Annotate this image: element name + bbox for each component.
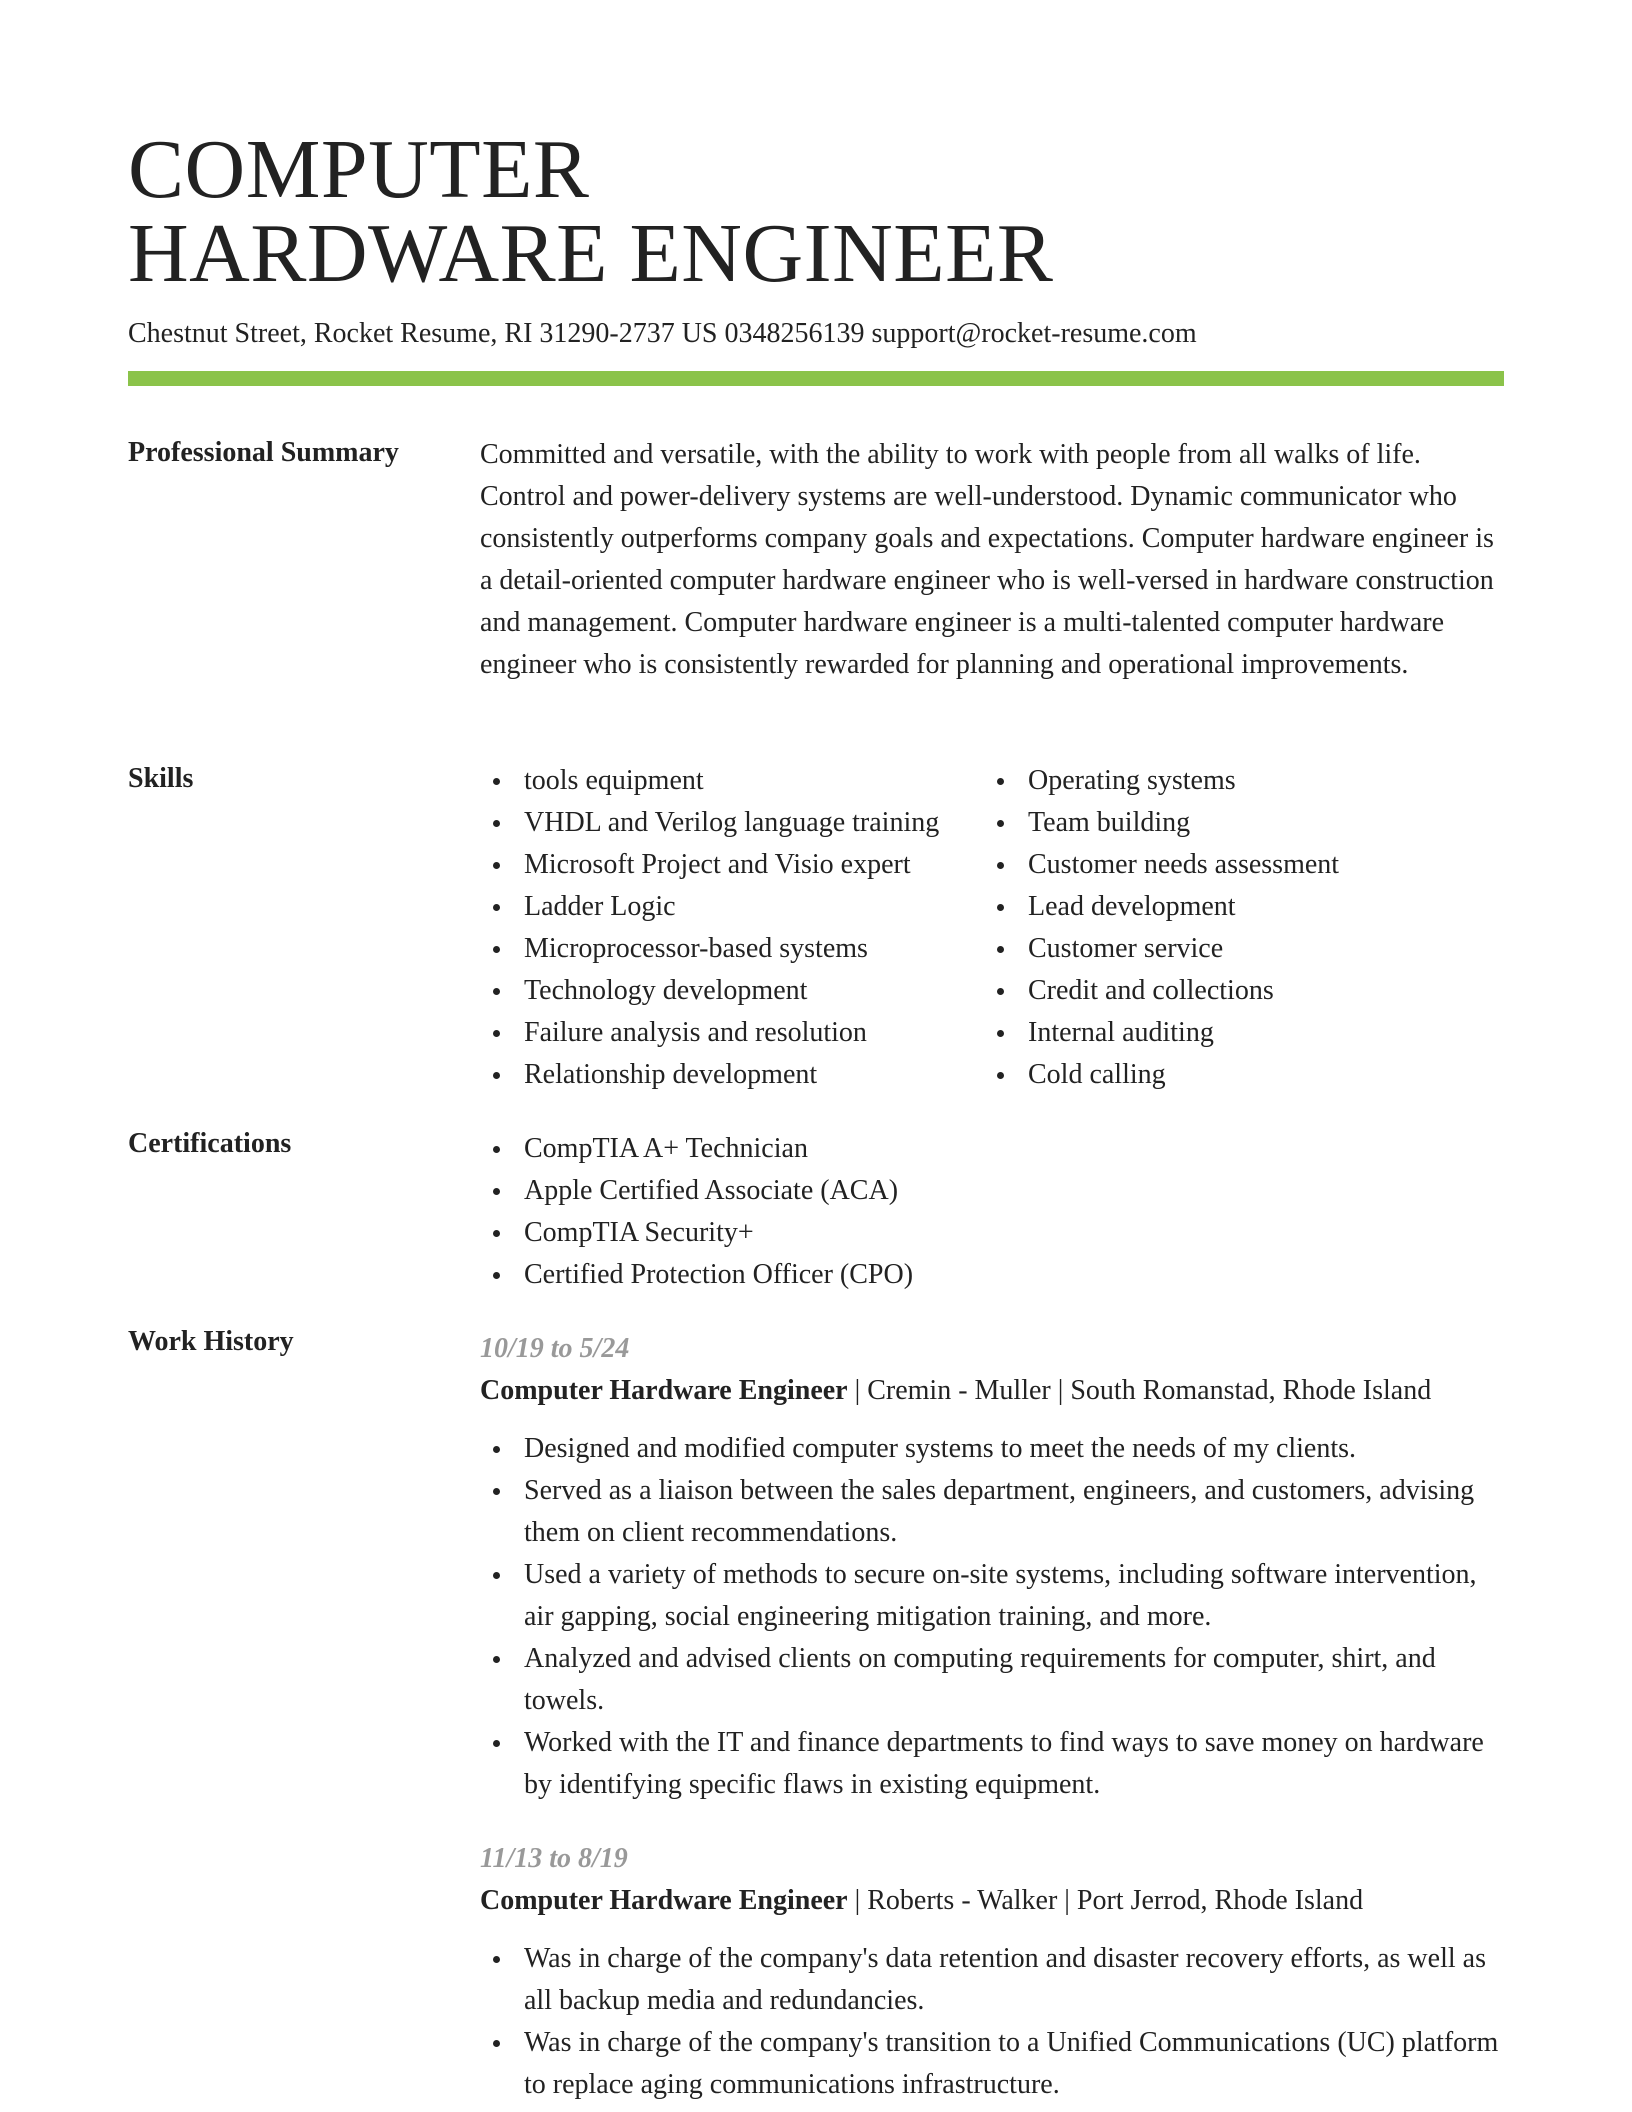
job-employer-location: | Roberts - Walker | Port Jerrod, Rhode Island bbox=[847, 1885, 1364, 1916]
skill-item: Lead development bbox=[984, 886, 1484, 928]
skill-item: Microprocessor-based systems bbox=[480, 928, 984, 970]
skill-item: Relationship development bbox=[480, 1054, 984, 1096]
certifications-list bbox=[480, 1128, 1504, 1296]
skill-item: Credit and collections bbox=[984, 970, 1484, 1012]
job-heading bbox=[480, 1880, 1504, 1922]
job-bullet: Worked with the IT and finance departments to find ways to save money on hardware by identifying specific flaws in existing equipment. bbox=[480, 1722, 1504, 1806]
job-bullet: Analyzed and advised clients on computing requirements for computer, shirt, and towels. bbox=[480, 1638, 1504, 1722]
certification-item: CompTIA Security+ bbox=[480, 1212, 1504, 1254]
skill-item: Customer needs assessment bbox=[984, 844, 1484, 886]
skill-item: Customer service bbox=[984, 928, 1484, 970]
skill-item: Microsoft Project and Visio expert bbox=[480, 844, 984, 886]
job-dates: 11/13 to 8/19 bbox=[480, 1843, 628, 1874]
title-line-1: COMPUTER bbox=[128, 123, 590, 216]
title-line-2: HARDWARE ENGINEER bbox=[128, 207, 1054, 300]
certifications-heading: Certifications bbox=[128, 1128, 292, 1159]
job-heading bbox=[480, 1370, 1504, 1412]
skill-item: Team building bbox=[984, 802, 1484, 844]
skill-item: Cold calling bbox=[984, 1054, 1484, 1096]
job-entry bbox=[480, 1838, 1504, 2106]
certifications-items bbox=[480, 1128, 1504, 1296]
skill-item: Internal auditing bbox=[984, 1012, 1484, 1054]
summary-heading: Professional Summary bbox=[128, 437, 399, 468]
skill-item: Operating systems bbox=[984, 760, 1484, 802]
skill-item: Ladder Logic bbox=[480, 886, 984, 928]
job-dates: 10/19 to 5/24 bbox=[480, 1333, 630, 1364]
job-title: Computer Hardware Engineer bbox=[480, 1885, 848, 1916]
work-history bbox=[480, 1328, 1504, 2106]
skill-item: VHDL and Verilog language training bbox=[480, 802, 984, 844]
job-bullet: Designed and modified computer systems to meet the needs of my clients. bbox=[480, 1428, 1504, 1470]
job-employer-location: | Cremin - Muller | South Romanstad, Rhode Island bbox=[847, 1375, 1432, 1406]
summary-text: Committed and versatile, with the ability to work with people from all walks of life. Control and power-delivery systems are well-understood. Dynamic communicator who consistently outperforms company goals and expectations. Computer hardware engineer is a detail-oriented computer hardware engineer who is well-versed in hardware construction and management. Computer hardware engineer is a multi-talented computer hardware engineer who is consistently rewarded for planning and operational improvements. bbox=[480, 439, 1494, 680]
job-bullets bbox=[480, 1938, 1504, 2106]
skill-item: Technology development bbox=[480, 970, 984, 1012]
job-bullet: Served as a liaison between the sales department, engineers, and customers, advising them on client recommendations. bbox=[480, 1470, 1504, 1554]
certification-item: CompTIA A+ Technician bbox=[480, 1128, 1504, 1170]
accent-divider bbox=[128, 371, 1504, 386]
skills-column-1 bbox=[480, 760, 984, 1096]
job-bullet: Was in charge of the company's data retention and disaster recovery efforts, as well as all backup media and redundancies. bbox=[480, 1938, 1504, 2022]
job-bullet: Was in charge of the company's transition to a Unified Communications (UC) platform to replace aging communications infrastructure. bbox=[480, 2022, 1504, 2106]
contact-info: Chestnut Street, Rocket Resume, RI 31290-2737 US 0348256139 support@rocket-resume.com bbox=[128, 318, 1197, 349]
job-title: Computer Hardware Engineer bbox=[480, 1375, 848, 1406]
skills-heading: Skills bbox=[128, 763, 194, 794]
job-bullets bbox=[480, 1428, 1504, 1806]
skill-item: tools equipment bbox=[480, 760, 984, 802]
job-bullet: Used a variety of methods to secure on-site systems, including software intervention, air gapping, social engineering mitigation training, and more. bbox=[480, 1554, 1504, 1638]
skill-item: Failure analysis and resolution bbox=[480, 1012, 984, 1054]
job-entry bbox=[480, 1328, 1504, 1806]
certification-item: Certified Protection Officer (CPO) bbox=[480, 1254, 1504, 1296]
page-title bbox=[128, 123, 1054, 300]
work-history-heading: Work History bbox=[128, 1326, 294, 1357]
skills-column-2 bbox=[984, 760, 1484, 1096]
skills-list bbox=[480, 760, 1504, 1096]
certification-item: Apple Certified Associate (ACA) bbox=[480, 1170, 1504, 1212]
